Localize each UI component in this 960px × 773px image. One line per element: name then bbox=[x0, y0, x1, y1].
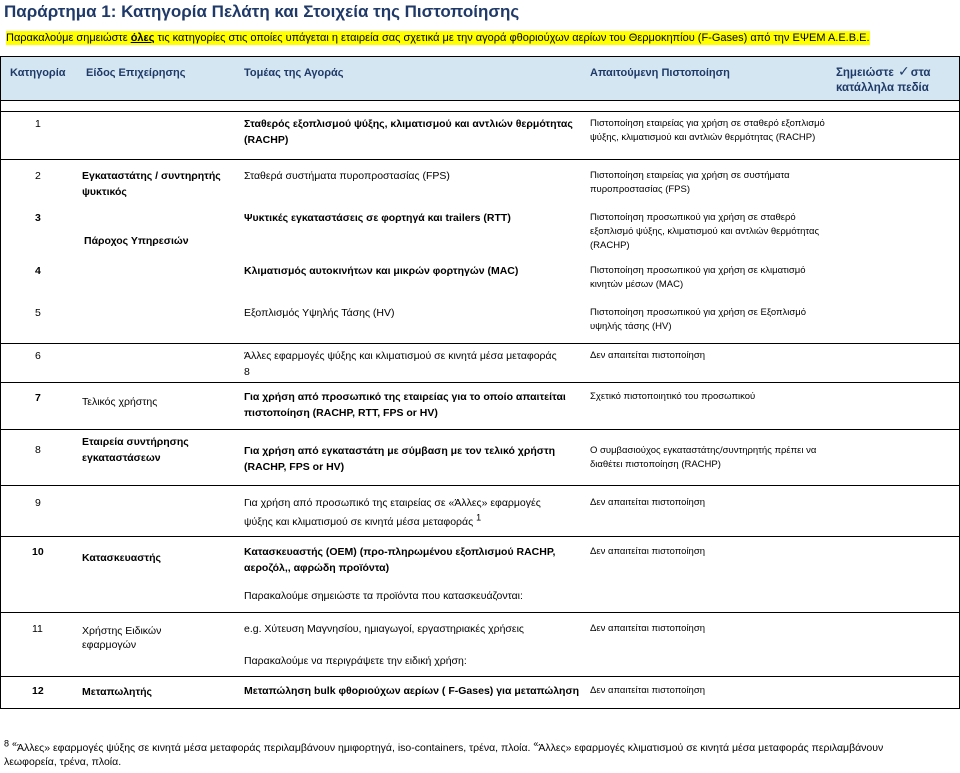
row11-cert: Δεν απαιτείται πιστοποίηση bbox=[590, 623, 705, 634]
row6-sector-line2: 8 bbox=[244, 366, 250, 378]
rule-row7-top bbox=[0, 382, 960, 383]
row12-cert: Δεν απαιτείται πιστοποίηση bbox=[590, 685, 705, 696]
row2-type-line1: Εγκαταστάτης / συντηρητής bbox=[82, 170, 221, 182]
row10-products-note: Παρακαλούμε σημειώστε τα προϊόντα που κατασκευάζονται: bbox=[244, 590, 523, 602]
row8-type-line2: εγκαταστάσεων bbox=[82, 452, 161, 464]
rule-top bbox=[0, 56, 960, 57]
footnote-line1 bbox=[4, 738, 884, 755]
col-header-mark bbox=[836, 64, 930, 80]
row2-type-line2: ψυκτικός bbox=[82, 186, 127, 198]
row1-sector-line2: (RACHP) bbox=[244, 134, 289, 146]
row2-number: 2 bbox=[35, 170, 41, 182]
row11-usage-note: Παρακαλούμε να περιγράψετε την ειδική χρήση: bbox=[244, 655, 467, 667]
row7-cert: Σχετικό πιστοποιητικό του προσωπικού bbox=[590, 391, 756, 402]
row11-number: 11 bbox=[32, 623, 43, 635]
footnote-text-b: Άλλες» εφαρμογές κλιματισμού σε κινητά μέσα μεταφοράς περιλαμβάνουν bbox=[538, 742, 884, 754]
rule-row1-top bbox=[0, 111, 960, 112]
row3-cert-line1: Πιστοποίηση προσωπικού για χρήση σε σταθερό bbox=[590, 212, 796, 223]
mark-label-post: στα bbox=[910, 67, 931, 79]
footnote-line2: λεωφορεία, τρένα, πλοία. bbox=[4, 756, 122, 768]
row3-sector: Ψυκτικές εγκαταστάσεις σε φορτηγά και trailers (RTT) bbox=[244, 212, 511, 224]
row4-cert-line2: κινητών μέσων (MAC) bbox=[590, 279, 684, 290]
instructions bbox=[6, 31, 870, 45]
row7-sector-line1: Για χρήση από προσωπικό της εταιρείας για το οποίο απαιτείται bbox=[244, 391, 566, 403]
page-title: Παράρτημα 1: Κατηγορία Πελάτη και Στοιχεία της Πιστοποίησης bbox=[4, 2, 520, 21]
col-header-category: Κατηγορία bbox=[10, 67, 66, 79]
row8-number: 8 bbox=[35, 444, 41, 456]
row10-sector-line1: Κατασκευαστής (ΟΕΜ) (προ-πληρωμένου εξοπλισμού RACHP, bbox=[244, 546, 556, 558]
row9-sector-line1: Για χρήση από προσωπικό της εταιρείας σε «Άλλες» εφαρμογές bbox=[244, 497, 541, 509]
row1-number: 1 bbox=[35, 118, 41, 130]
row11-type-line1: Χρήστης Ειδικών bbox=[82, 625, 162, 637]
row12-type: Μεταπωλητής bbox=[82, 686, 153, 698]
col-header-certification: Απαιτούμενη Πιστοποίηση bbox=[590, 67, 730, 79]
row6-sector-line1: Άλλες εφαρμογές ψύξης και κλιματισμού σε κινητά μέσα μεταφοράς bbox=[244, 350, 557, 362]
row3-cert-line3: (RACHP) bbox=[590, 240, 630, 251]
row9-number: 9 bbox=[35, 497, 41, 509]
mark-label-pre: Σημειώστε bbox=[836, 67, 894, 79]
rule-header-bottom bbox=[0, 100, 960, 101]
row9-sector-line2-text: ψύξης και κλιματισμού σε κινητά μέσα μεταφοράς bbox=[244, 516, 474, 528]
row5-cert-line1: Πιστοποίηση προσωπικού για χρήση σε Εξοπλισμό bbox=[590, 307, 806, 318]
row12-sector: Μεταπώληση bulk φθοριούχων αερίων ( F-Gases) για μεταπώληση bbox=[244, 685, 580, 697]
rule-row9-top bbox=[0, 485, 960, 486]
row5-cert-line2: υψηλής τάσης (HV) bbox=[590, 321, 672, 332]
row2-sector: Σταθερά συστήματα πυροπροστασίας (FPS) bbox=[244, 170, 450, 182]
footnote-quote-open-2: « bbox=[533, 738, 539, 749]
rule-row2-top bbox=[0, 159, 960, 160]
row8-sector-line2: (RACHP, FPS or HV) bbox=[244, 461, 345, 473]
row7-number: 7 bbox=[35, 392, 41, 404]
col-header-mark-line2: κατάλληλα πεδία bbox=[836, 82, 929, 94]
row8-cert-line2: διαθέτει πιστοποίηση (RACHP) bbox=[590, 459, 721, 470]
row11-type-line2: εφαρμογών bbox=[82, 639, 137, 651]
rule-row11-top bbox=[0, 612, 960, 613]
row3-cert-line2: εξοπλισμό ψύξης, κλιματισμού και αντλιών θερμότητας bbox=[590, 226, 820, 237]
row10-cert: Δεν απαιτείται πιστοποίηση bbox=[590, 546, 705, 557]
col-header-market-sector: Τομέας της Αγοράς bbox=[244, 67, 344, 79]
row1-cert-line1: Πιστοποίηση εταιρείας για χρήση σε σταθερό εξοπλισμό bbox=[590, 118, 825, 129]
row8-cert-line1: Ο συμβασιούχος εγκαταστάτης/συντηρητής πρέπει να bbox=[590, 445, 817, 456]
row1-cert-line2: ψύξης, κλιματισμού και αντλιών θερμότητας (RACHP) bbox=[590, 132, 816, 143]
row10-number: 10 bbox=[32, 546, 44, 558]
row9-sector-line2 bbox=[244, 512, 482, 530]
instructions-post: τις κατηγορίες στις οποίες υπάγεται η εταιρεία σας σχετικά με την αγορά φθοριούχων αερίων του Θερμοκηπίου (F-Gases) από την ΕΨΕΜ Α.Ε.Β.Ε. bbox=[154, 32, 870, 44]
row6-cert: Δεν απαιτείται πιστοποίηση bbox=[590, 350, 705, 361]
row3-type: Πάροχος Υπηρεσιών bbox=[84, 235, 189, 247]
row10-sector-line2: αεροζόλ,, αφρώδη προϊόντα) bbox=[244, 562, 390, 574]
instructions-emphasis: όλες bbox=[130, 32, 155, 44]
row9-cert: Δεν απαιτείται πιστοποίηση bbox=[590, 497, 705, 508]
footnote-text-a: Άλλες» εφαρμογές ψύξης σε κινητά μέσα μεταφοράς περιλαμβάνουν ημιφορτηγά, iso-containers, τρένα, πλοία. bbox=[16, 742, 531, 754]
rule-row6-top bbox=[0, 343, 960, 344]
rule-row10-top bbox=[0, 536, 960, 537]
row7-type: Τελικός χρήστης bbox=[82, 396, 158, 408]
footnote-marker: 8 bbox=[4, 738, 10, 749]
footnote-quote-open: « bbox=[11, 738, 17, 749]
row2-cert-line2: πυροπροστασίας (FPS) bbox=[590, 184, 691, 195]
row5-sector: Εξοπλισμός Υψηλής Τάσης (HV) bbox=[244, 307, 395, 319]
row2-cert-line1: Πιστοποίηση εταιρείας για χρήση σε συστήματα bbox=[590, 170, 790, 181]
col-header-business-type: Είδος Επιχείρησης bbox=[86, 67, 186, 79]
row5-number: 5 bbox=[35, 307, 41, 319]
row4-cert-line1: Πιστοποίηση προσωπικού για χρήση σε κλιματισμό bbox=[590, 265, 806, 276]
instructions-pre: Παρακαλούμε σημειώστε bbox=[6, 32, 131, 44]
row10-type: Κατασκευαστής bbox=[82, 552, 161, 564]
row6-number: 6 bbox=[35, 350, 41, 362]
row11-sector: e.g. Χύτευση Μαγνησίου, ημιαγωγοί, εργαστηριακές χρήσεις bbox=[244, 623, 524, 635]
row9-footnote-ref: 1 bbox=[476, 512, 482, 523]
row8-sector-line1: Για χρήση από εγκαταστάτη με σύμβαση με τον τελικό χρήστη bbox=[244, 445, 556, 457]
row8-type-line1: Εταιρεία συντήρησης bbox=[82, 436, 189, 448]
row1-sector-line1: Σταθερός εξοπλισμού ψύξης, κλιματισμού και αντλιών θερμότητας bbox=[244, 118, 573, 130]
rule-table-bottom bbox=[0, 708, 960, 709]
rule-row12-top bbox=[0, 676, 960, 677]
rule-row8-top bbox=[0, 429, 960, 430]
row12-number: 12 bbox=[32, 685, 44, 697]
row7-sector-line2: πιστοποίηση (RACHP, RTT, FPS or HV) bbox=[244, 407, 438, 419]
row3-number: 3 bbox=[35, 212, 41, 224]
footnote bbox=[4, 738, 884, 769]
checkmark-icon: ✓ bbox=[898, 63, 910, 79]
row4-number: 4 bbox=[35, 265, 41, 277]
row4-sector: Κλιματισμός αυτοκινήτων και μικρών φορτηγών (MAC) bbox=[244, 265, 519, 277]
rule-left bbox=[0, 56, 1, 708]
